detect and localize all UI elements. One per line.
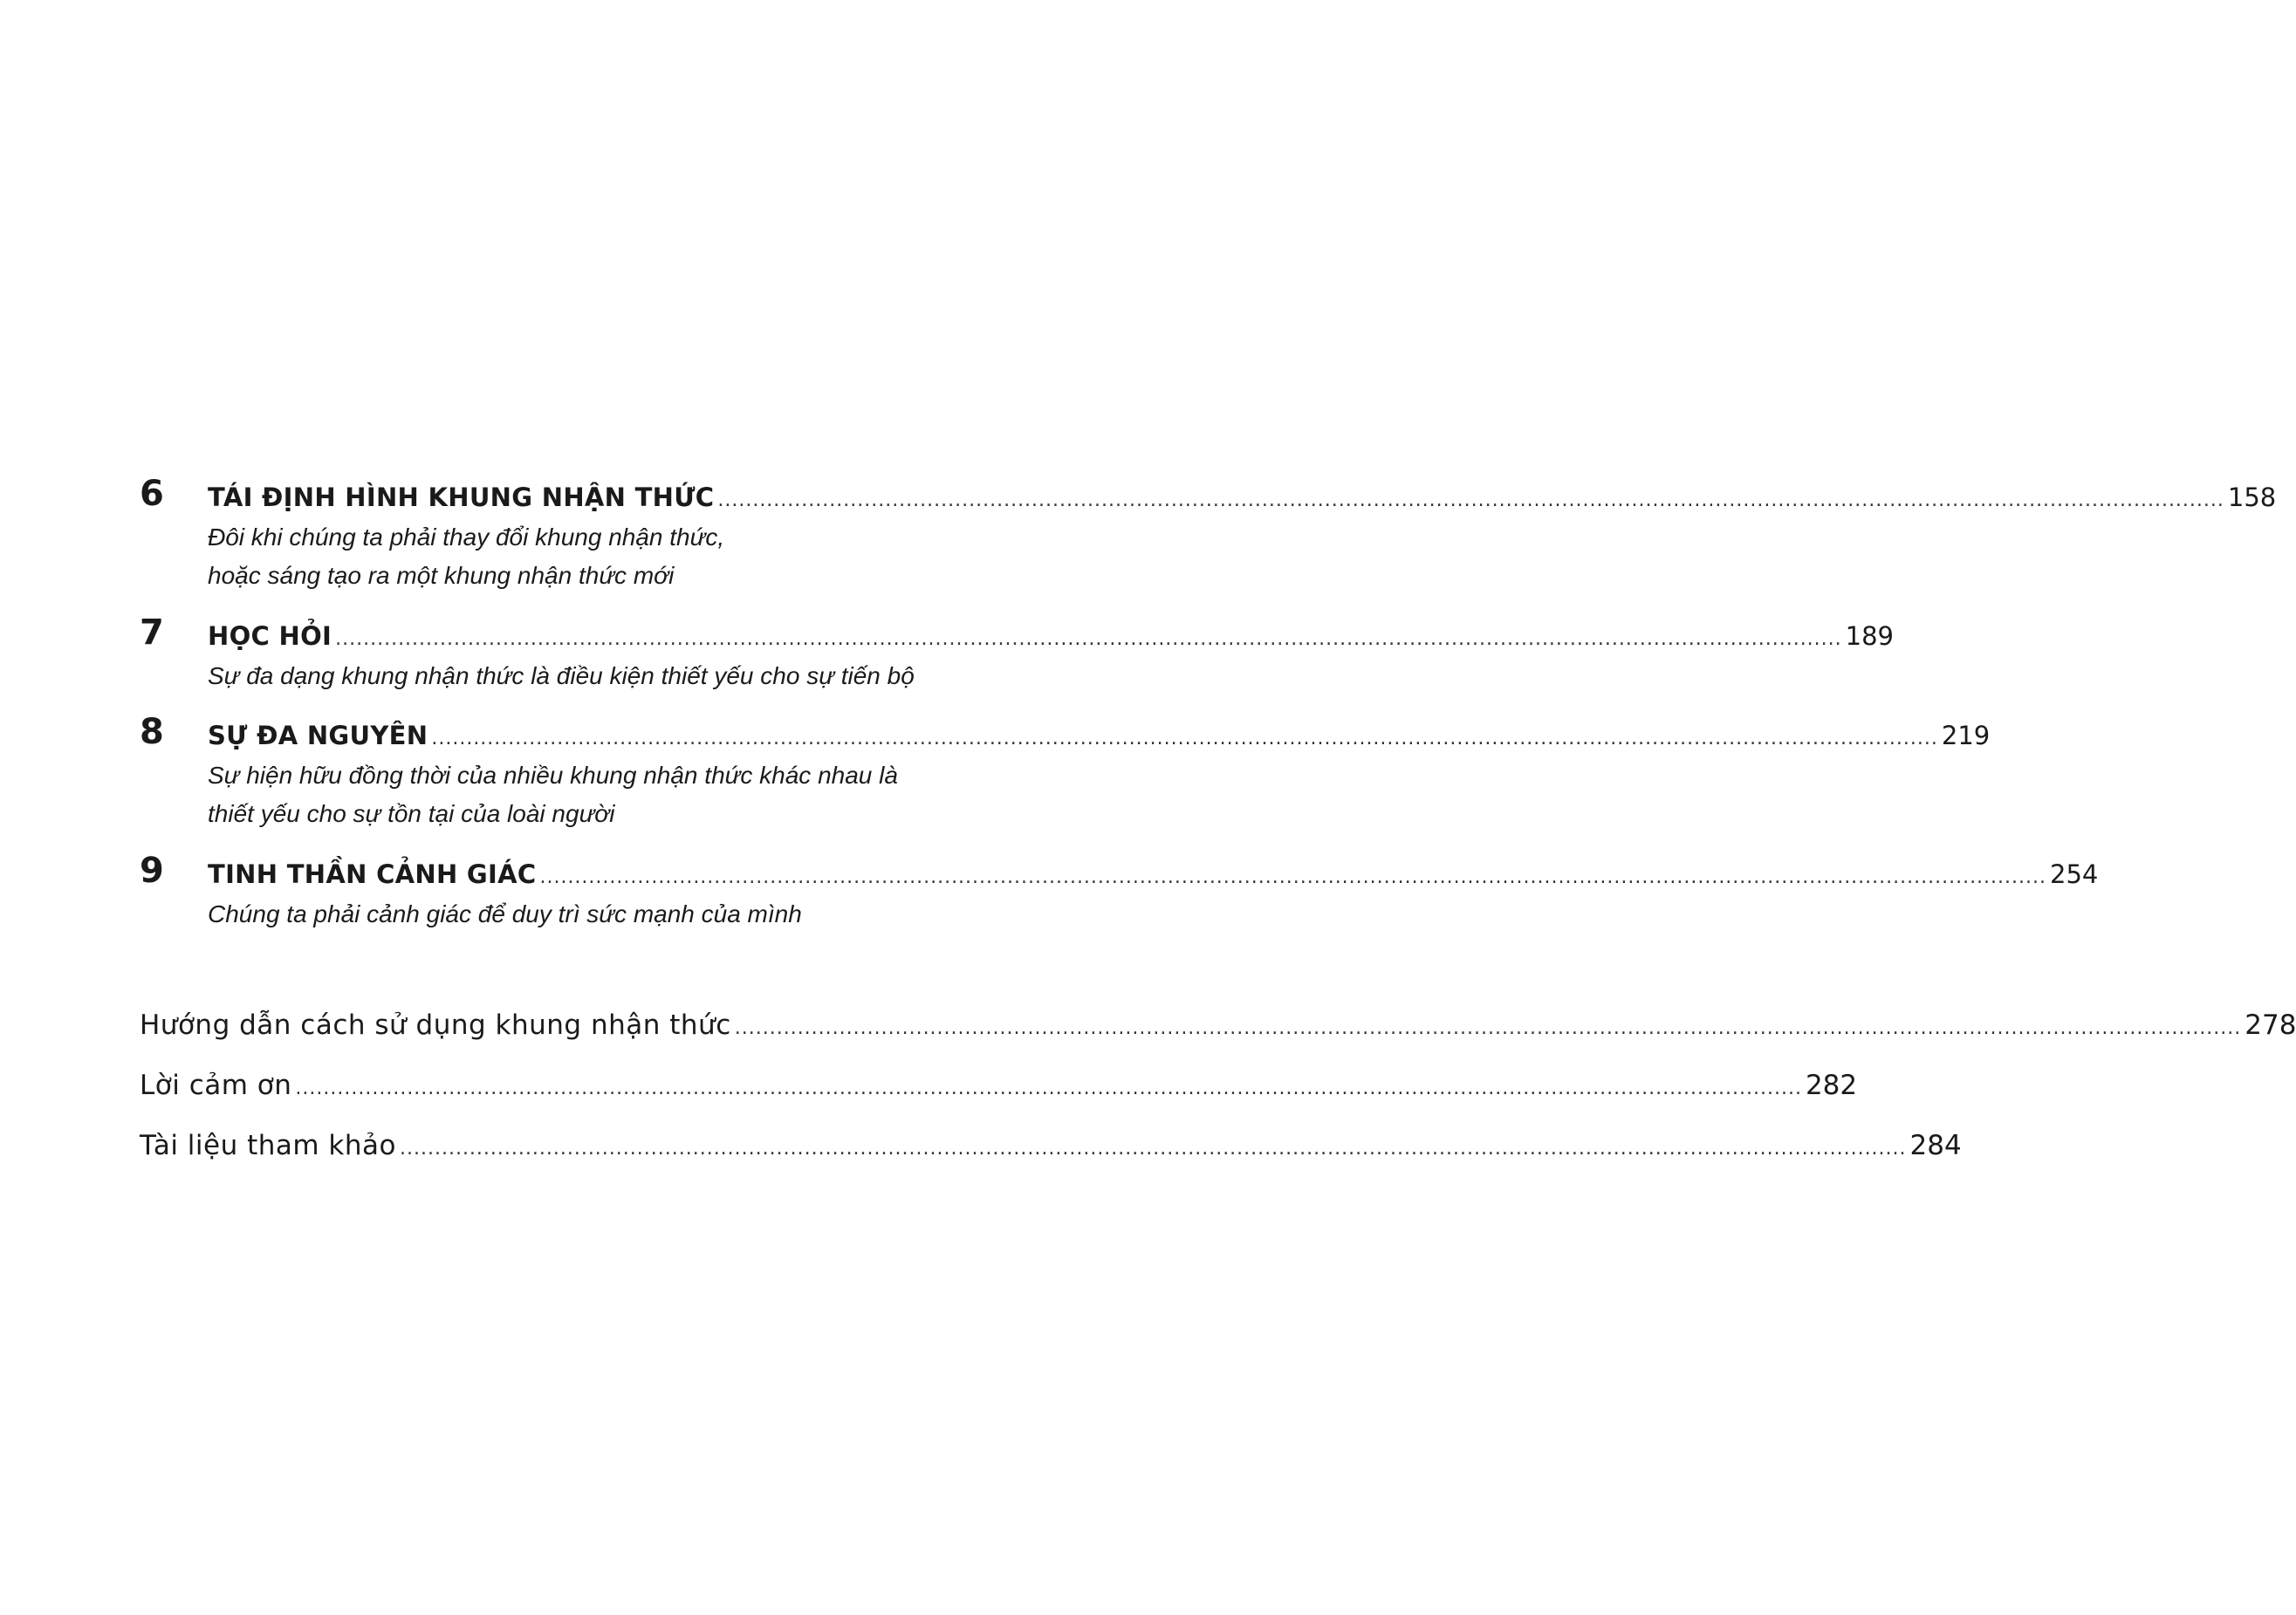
chapter-title: SỰ ĐA NGUYÊN <box>208 721 428 750</box>
chapter-page-number: 189 <box>1845 621 1895 651</box>
dot-leader: ........................................................................................................................................................................................................................ <box>400 1138 1907 1160</box>
chapter-title: TINH THẦN CẢNH GIÁC <box>208 859 537 889</box>
dot-leader: ........................................................................................................................................................................................................................ <box>539 866 2046 888</box>
dot-leader: ........................................................................................................................................................................................................................ <box>431 728 1938 749</box>
appendix-label: Lời cảm ơn <box>140 1070 292 1101</box>
chapter-page-number: 158 <box>2227 482 2277 512</box>
chapter-title: HỌC HỎI <box>208 621 332 651</box>
chapter-subtitle <box>208 657 940 695</box>
chapter-number: 7 <box>140 612 164 653</box>
chapter-number: 8 <box>140 712 164 752</box>
chapter-subtitle-line: Chúng ta phải cảnh giác để duy trì sức mạnh của mình <box>208 900 802 927</box>
appendix-label: Hướng dẫn cách sử dụng khung nhận thức <box>140 1009 731 1041</box>
chapter-subtitle <box>208 756 940 833</box>
dot-leader: ........................................................................................................................................................................................................................ <box>335 628 1842 650</box>
chapter-page-number: 219 <box>1941 721 1991 750</box>
appendix-label: Tài liệu tham khảo <box>140 1130 396 1161</box>
chapter-title: TÁI ĐỊNH HÌNH KHUNG NHẬN THỨC <box>208 482 715 512</box>
appendix-page-number: 278 <box>2245 1009 2296 1041</box>
appendix-page-number: 282 <box>1805 1070 1858 1101</box>
chapter-subtitle-line: thiết yếu cho sự tồn tại của loài người <box>208 800 615 827</box>
dot-leader: ........................................................................................................................................................................................................................ <box>717 489 2224 511</box>
chapter-subtitle-line: Đôi khi chúng ta phải thay đổi khung nhận thức, <box>208 524 725 551</box>
toc-appendix-references[interactable] <box>140 1126 1962 1165</box>
chapter-subtitle-line: Sự hiện hữu đồng thời của nhiều khung nhận thức khác nhau là <box>208 762 898 789</box>
chapter-number: 9 <box>140 851 164 891</box>
toc-appendix-usage-guide[interactable] <box>140 1006 2296 1044</box>
chapter-subtitle <box>208 518 940 595</box>
appendix-page-number: 284 <box>1909 1130 1962 1161</box>
dot-leader: ........................................................................................................................................................................................................................ <box>734 1017 2242 1039</box>
chapter-subtitle-line: Sự đa dạng khung nhận thức là điều kiện thiết yếu cho sự tiến bộ <box>208 662 915 689</box>
chapter-subtitle-line: hoặc sáng tạo ra một khung nhận thức mới <box>208 562 675 589</box>
chapter-page-number: 254 <box>2050 859 2099 889</box>
chapter-heading-line <box>208 480 2277 515</box>
chapter-heading-line <box>208 619 1895 654</box>
chapter-heading-line <box>208 718 1991 753</box>
chapter-heading-line <box>208 857 2099 892</box>
dot-leader: ........................................................................................................................................................................................................................ <box>295 1078 1802 1099</box>
chapter-number: 6 <box>140 474 164 514</box>
toc-appendix-acknowledgements[interactable] <box>140 1066 1858 1105</box>
chapter-subtitle <box>208 895 940 934</box>
